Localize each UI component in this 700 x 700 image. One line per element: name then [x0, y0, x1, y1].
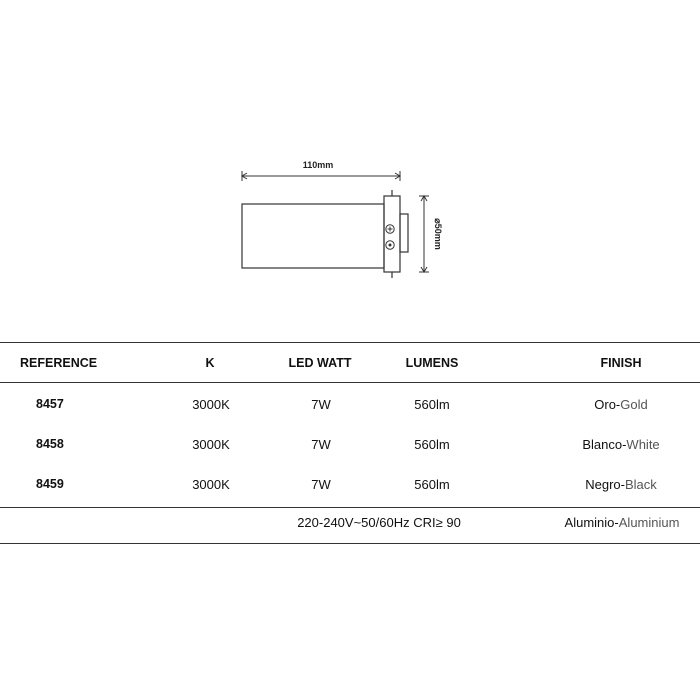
row-8459-finish-es: Negro — [585, 477, 621, 492]
header-k: K — [205, 356, 215, 370]
diameter-dimension — [419, 196, 429, 272]
row-8459-k: 3000K — [192, 477, 230, 492]
header-led-watt: LED WATT — [288, 356, 352, 370]
footer-finish-en: Aluminium — [618, 515, 680, 530]
length-label: 110mm — [302, 160, 334, 170]
footer-finish-es: Aluminio — [564, 515, 615, 530]
row-8459-reference: 8459 — [36, 477, 64, 491]
row-8459-finish-en: Black — [624, 477, 657, 492]
lamp-body — [242, 190, 408, 278]
header-lumens: LUMENS — [405, 356, 459, 370]
electrical-spec: 220-240V~50/60Hz CRI≥ 90 — [297, 515, 461, 530]
table-top-rule — [0, 342, 700, 343]
row-8458-finish-es: Blanco — [582, 437, 623, 452]
length-dimension — [242, 171, 400, 181]
row-8459-watt: 7W — [311, 477, 331, 492]
row-8457-finish-es: Oro — [594, 397, 616, 412]
screw-icon — [386, 225, 394, 233]
row-8457-watt: 7W — [311, 397, 331, 412]
row-8457-finish-en: Gold — [620, 397, 648, 412]
row-8458-finish-en: White — [626, 437, 660, 452]
diameter-label: ⌀50mm — [433, 218, 443, 250]
row-8458-lumens: 560lm — [414, 437, 450, 452]
row-8458-k: 3000K — [192, 437, 230, 452]
row-8457-k: 3000K — [192, 397, 230, 412]
row-8458-finish: Blanco-White — [582, 437, 660, 452]
header-finish: FINISH — [600, 356, 642, 370]
row-8458-reference: 8458 — [36, 437, 64, 451]
row-8459-lumens: 560lm — [414, 477, 450, 492]
table-bottom-rule — [0, 543, 700, 544]
footer-finish: Aluminio-Aluminium — [564, 515, 680, 530]
row-8459-finish: Negro-Black — [585, 477, 657, 492]
technical-drawing — [0, 0, 700, 340]
row-8457-finish: Oro-Gold — [594, 397, 648, 412]
row-8457-lumens: 560lm — [414, 397, 450, 412]
row-8458-watt: 7W — [311, 437, 331, 452]
footer-top-rule — [0, 507, 700, 508]
header-reference: REFERENCE — [20, 356, 98, 370]
header-rule — [0, 382, 700, 383]
row-8457-reference: 8457 — [36, 397, 64, 411]
switch-icon — [386, 241, 394, 249]
